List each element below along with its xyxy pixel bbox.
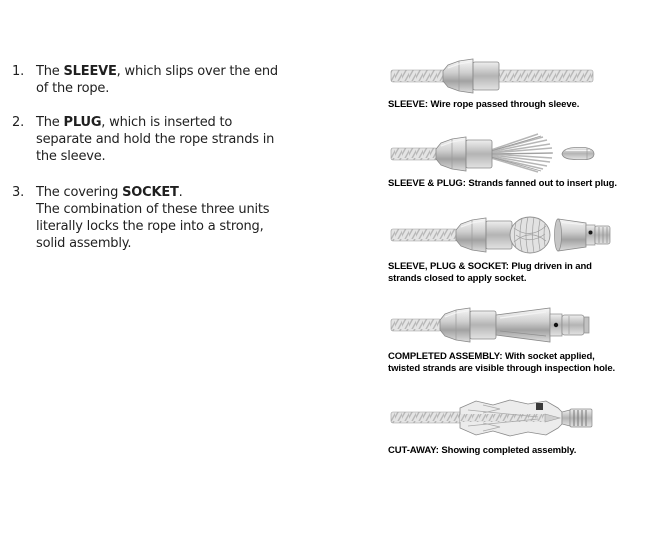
step-text-line: of the rope. [36, 81, 110, 96]
figure-caption [388, 99, 628, 111]
figure-caption-label: SLEEVE: [388, 99, 428, 110]
step-text-line: The covering SOCKET. [36, 185, 183, 200]
figure-caption-label: SLEEVE & PLUG: [388, 178, 466, 189]
step-number: 1. [12, 64, 25, 79]
step-number: 3. [12, 185, 25, 200]
step-item-2 [12, 114, 274, 165]
rope-sleeve-plug-bulb-socket-illustration [388, 211, 613, 259]
rope-with-sleeve-illustration [388, 53, 598, 97]
figure-caption [388, 351, 628, 374]
step-text [36, 184, 269, 252]
completed-assembly-illustration [388, 301, 613, 349]
figure-caption-label: COMPLETED ASSEMBLY: [388, 351, 503, 362]
step-item-1 [12, 63, 278, 97]
cutaway-assembly-illustration [388, 393, 613, 443]
figure-caption-text: Plug driven in and strands closed to apply socket. [388, 261, 592, 284]
figure-caption-text: With socket applied, twisted strands are visible through inspection hole. [388, 351, 616, 374]
step-text-line: The PLUG, which is inserted to [36, 115, 233, 130]
step-item-3 [12, 184, 269, 252]
figure-caption [388, 261, 628, 284]
figure-caption-label: CUT-AWAY: [388, 445, 439, 456]
step-text-line: literally locks the rope into a strong, [36, 219, 264, 234]
figure-caption-label: SLEEVE, PLUG & SOCKET: [388, 261, 509, 272]
step-text [36, 114, 274, 165]
figure-caption-text: Showing completed assembly. [441, 445, 577, 456]
rope-sleeve-fanned-strands-plug-illustration [388, 130, 598, 176]
step-text-line: the sleeve. [36, 149, 106, 164]
step-text-line: The combination of these three units [36, 202, 270, 217]
step-number: 2. [12, 115, 25, 130]
figure-completed-assembly [388, 301, 628, 374]
figure-caption-text: Strands fanned out to insert plug. [468, 178, 617, 189]
step-text-line: separate and hold the rope strands in [36, 132, 275, 147]
figure-sleeve [388, 53, 628, 111]
figure-sleeve-plug [388, 130, 628, 190]
figure-sleeve-plug-socket [388, 211, 628, 284]
figure-cutaway [388, 393, 628, 457]
step-text [36, 63, 278, 97]
step-text-line: solid assembly. [36, 236, 132, 251]
step-text-line: The SLEEVE, which slips over the end [36, 64, 278, 79]
figure-caption [388, 445, 628, 457]
figure-caption [388, 178, 628, 190]
figure-caption-text: Wire rope passed through sleeve. [430, 99, 580, 110]
